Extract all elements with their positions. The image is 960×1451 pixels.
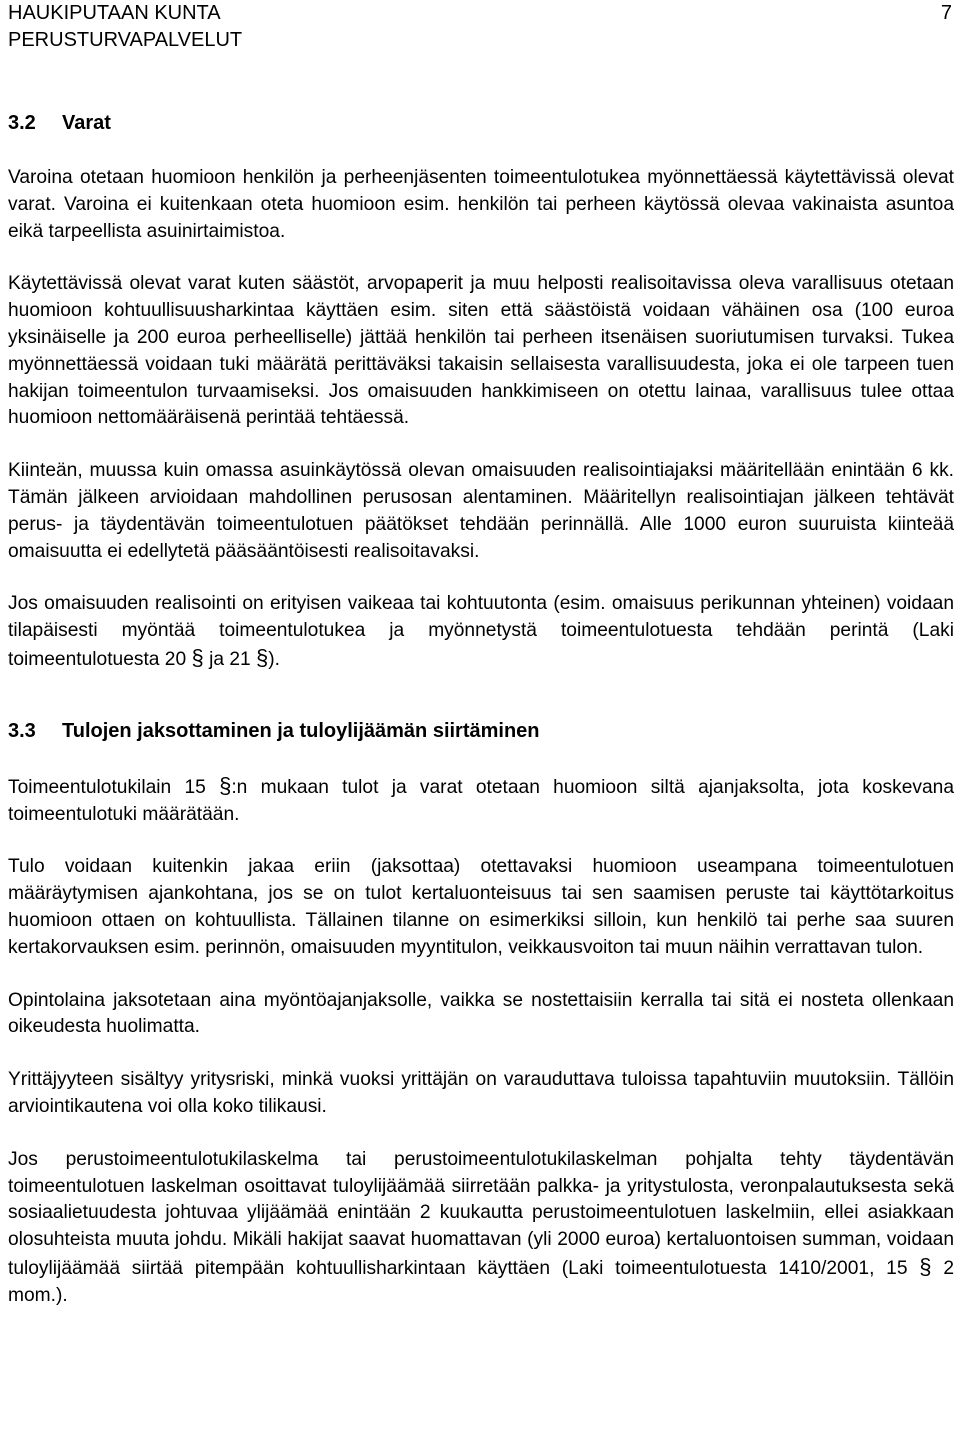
paragraph-text: ). [268,648,280,670]
section-sign: § [191,644,204,670]
paragraph [8,591,954,673]
paragraph-text: ja 21 [203,648,257,670]
section-title: Varat [62,112,111,134]
page-number: 7 [940,2,952,24]
organization-name: HAUKIPUTAAN KUNTA [8,2,221,24]
paragraph-text: Toimeentulotukilain 15 [8,776,220,798]
paragraph: Yrittäjyyteen sisältyy yritysriski, minkä vuoksi yrittäjän on varauduttava tuloissa tapahtuviin muutoksiin. Tällöin arviointikautena voi olla koko tilikausi. [8,1069,954,1117]
section-sign: § [919,1253,932,1279]
document-page [8,0,954,1310]
section-heading-tulojen-jaksottaminen [8,718,954,745]
paragraph: Varoina otetaan huomioon henkilön ja perheenjäsenten toimeentulotukea myönnettäessä käytettävissä olevat varat. Varoina ei kuitenkaan oteta huomioon esim. henkilön tai perheen käytössä olevaa vakinaista asuntoa eikä tarpeellista asuinirtaimistoa. [8,167,954,242]
section-sign: § [256,644,269,670]
section-sign: § [219,772,232,798]
paragraph [8,773,954,829]
section-heading-varat [8,110,954,137]
paragraph: Tulo voidaan kuitenkin jakaa eriin (jaksottaa) otettavaksi huomioon useampana toimeentulotuen määräytymisen ajankohtana, jos se on tulot kertaluonteisuus tai sen saamisen peruste tai käyttötarkoitus huomioon ottaen on kohtuullista. Tällainen tilanne on esimerkiksi silloin, kun henkilö tai perhe saa suuren kertakorvauksen esim. perinnön, omaisuuden myyntitulon, veikkausvoiton tai muun näihin verrattavan tulon. [8,856,954,958]
paragraph-text: Jos omaisuuden realisointi on erityisen vaikeaa tai kohtuutonta (esim. omaisuus perikunnan yhteinen) voidaan tilapäisesti myöntää toimeentulotukea ja myönnetystä toimeentulotuesta tehdään perintä (Laki toimeentulotuesta 20 [8,593,954,670]
section-title: Tulojen jaksottaminen ja tuloylijäämän siirtäminen [62,719,540,742]
paragraph-text: 2 mom.). [8,1257,954,1306]
section-number: 3.3 [8,719,36,742]
paragraph: Opintolaina jaksotetaan aina myöntöajanjaksolle, vaikka se nostettaisiin kerralla tai sitä ei nosteta ollenkaan oikeudesta huolimatta. [8,989,954,1038]
page-header [8,0,954,54]
paragraph: Käytettävissä olevat varat kuten säästöt, arvopaperit ja muu helposti realisoitavissa oleva varallisuus otetaan huomioon kohtuullisuusharkintaa käyttäen esim. siten että säästöistä voidaan vähäinen osa (100 euroa yksinäiselle ja 200 euroa perheelliselle) jättää henkilön tai perheen itsenäisen suoriutumisen turvaksi. Tukea myönnettäessä voidaan tuki määrätä perittäväksi takaisin sellaisesta varallisuudesta, joka ei ole tarpeen tuen hakijan toimeentulon turvaamiseksi. Jos omaisuuden hankkimiseen on otettu lainaa, varallisuus tulee ottaa huomioon nettomääräisenä perintää tehtäessä. [8,273,954,429]
department-name: PERUSTURVAPALVELUT [8,29,243,51]
section-number: 3.2 [8,112,36,134]
paragraph [8,1147,954,1310]
paragraph-text: Jos perustoimeentulotukilaskelma tai perustoimeentulotukilaskelman pohjalta tehty täydentävän toimeentulotuen laskelman osoittavat tuloylijäämää siirretään palkka- ja yritystulosta, veronpalautuksesta sekä sosiaalietuudesta johtuvaa ylijäämää enintään 2 kuukautta perustoimeentulotuen laskelmiin, ellei asiakkaan olosuhteista muuta johdu. Mikäli hakijat saavat huomattavan (yli 2000 euroa) kertaluontoisen summan, voidaan tuloylijäämää siirtää pitempään kohtuullisharkintaan käyttäen (Laki toimeentulotuesta 1410/2001, 15 [8,1148,954,1279]
paragraph-text: :n mukaan tulot ja varat otetaan huomioon siltä ajanjaksolta, jota koskevana toimeentulotuki määrätään. [8,776,954,825]
paragraph: Kiinteän, muussa kuin omassa asuinkäytössä olevan omaisuuden realisointiajaksi määritellään enintään 6 kk. Tämän jälkeen arvioidaan mahdollinen perusosan alentaminen. Määritellyn realisointiajan jälkeen tehtävät perus- ja täydentävän toimeentulotuen päätökset tehdään perinnällä. Alle 1000 euron suuruista kiinteää omaisuutta ei edellytetä pääsääntöisesti realisoitavaksi. [8,460,954,562]
